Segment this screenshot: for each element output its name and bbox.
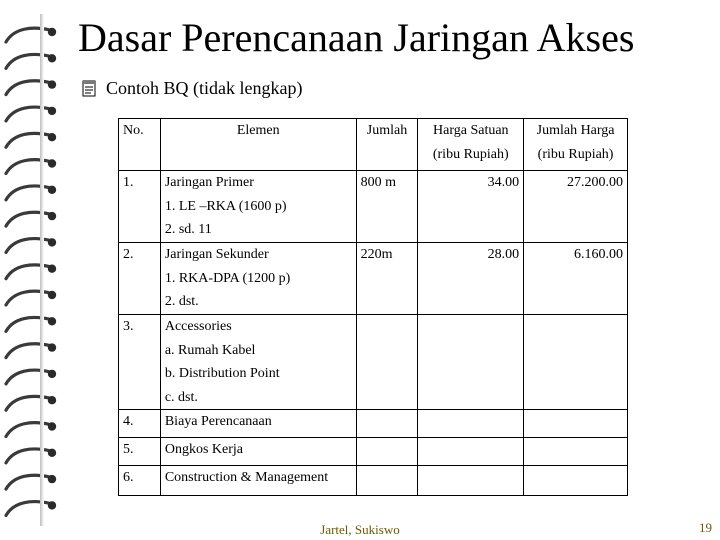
page-number: 19 bbox=[699, 520, 712, 535]
cell-elemen bbox=[160, 243, 356, 315]
cell-jumlah-harga: 27.200.00 bbox=[524, 171, 628, 243]
punch-hole bbox=[48, 317, 56, 325]
spiral-binding bbox=[0, 0, 60, 540]
elemen-line: 2. dst. bbox=[164, 294, 199, 309]
cell-no: 5. bbox=[119, 438, 161, 466]
punch-hole bbox=[48, 159, 56, 167]
cell-no: 3. bbox=[119, 315, 161, 410]
cell-no: 6. bbox=[119, 466, 161, 496]
cell-harga-satuan bbox=[418, 315, 524, 410]
notepad-icon bbox=[80, 79, 98, 97]
elemen-line: a. Rumah Kabel bbox=[164, 342, 256, 358]
punch-hole bbox=[48, 28, 56, 36]
cell-jumlah bbox=[356, 438, 418, 466]
slide-title: Dasar Perencanaan Jaringan Akses bbox=[78, 15, 635, 60]
header-jumlah-harga: Jumlah Harga (ribu Rupiah) bbox=[524, 119, 628, 171]
table-row bbox=[119, 466, 628, 496]
cell-harga-satuan bbox=[418, 466, 524, 496]
cell-elemen bbox=[160, 438, 356, 466]
page-edge-shadow bbox=[40, 14, 44, 526]
bullet-text: Contoh BQ (tidak lengkap) bbox=[106, 78, 303, 98]
punch-hole bbox=[48, 501, 56, 509]
elemen-line: Jaringan Primer bbox=[164, 175, 254, 190]
punch-hole bbox=[48, 107, 56, 115]
elemen-line: Accessories bbox=[164, 319, 232, 334]
elemen-line: b. Distribution Point bbox=[164, 366, 280, 381]
punch-hole bbox=[48, 133, 56, 141]
table-row bbox=[119, 171, 628, 243]
cell-elemen bbox=[160, 410, 356, 438]
punch-hole bbox=[48, 343, 56, 351]
elemen-line: 2. sd. 11 bbox=[164, 222, 212, 237]
punch-hole bbox=[48, 396, 56, 404]
elemen-line: Biaya Perencanaan bbox=[164, 414, 272, 429]
header-elemen: Elemen bbox=[160, 119, 356, 171]
table-row bbox=[119, 243, 628, 315]
header-no: No. bbox=[119, 119, 161, 171]
cell-harga-satuan bbox=[418, 438, 524, 466]
header-harga-satuan: Harga Satuan (ribu Rupiah) bbox=[418, 119, 524, 171]
cell-jumlah-harga bbox=[524, 466, 628, 496]
elemen-line: 1. LE –RKA (1600 p) bbox=[164, 198, 287, 214]
cell-harga-satuan bbox=[418, 410, 524, 438]
elemen-line: Ongkos Kerja bbox=[164, 442, 243, 457]
cell-no: 2. bbox=[119, 243, 161, 315]
punch-hole bbox=[48, 422, 56, 430]
punch-hole bbox=[48, 291, 56, 299]
cell-jumlah-harga bbox=[524, 410, 628, 438]
table-header-row bbox=[119, 119, 628, 171]
cell-jumlah-harga: 6.160.00 bbox=[524, 243, 628, 315]
cell-jumlah: 800 m bbox=[356, 171, 418, 243]
elemen-line: Construction & Management bbox=[164, 470, 329, 485]
punch-hole bbox=[48, 54, 56, 62]
cell-jumlah-harga bbox=[524, 315, 628, 410]
cell-elemen bbox=[160, 466, 356, 496]
punch-hole bbox=[48, 449, 56, 457]
footer-author: Jartel, Sukiswo bbox=[320, 522, 400, 537]
elemen-line: 1. RKA-DPA (1200 p) bbox=[164, 270, 291, 286]
cell-elemen bbox=[160, 171, 356, 243]
table-row bbox=[119, 410, 628, 438]
cell-elemen bbox=[160, 315, 356, 410]
punch-hole bbox=[48, 265, 56, 273]
header-jumlah: Jumlah bbox=[356, 119, 418, 171]
cell-jumlah bbox=[356, 315, 418, 410]
cell-no: 4. bbox=[119, 410, 161, 438]
punch-hole bbox=[48, 212, 56, 220]
cell-harga-satuan: 34.00 bbox=[418, 171, 524, 243]
punch-hole bbox=[48, 186, 56, 194]
table-row bbox=[119, 438, 628, 466]
cell-jumlah-harga bbox=[524, 438, 628, 466]
punch-hole bbox=[48, 475, 56, 483]
cell-harga-satuan: 28.00 bbox=[418, 243, 524, 315]
cell-no: 1. bbox=[119, 171, 161, 243]
table-row bbox=[119, 315, 628, 410]
cell-jumlah bbox=[356, 466, 418, 496]
elemen-line: c. dst. bbox=[164, 389, 198, 405]
cell-jumlah bbox=[356, 410, 418, 438]
cell-jumlah: 220m bbox=[356, 243, 418, 315]
punch-hole bbox=[48, 80, 56, 88]
bq-table bbox=[118, 118, 628, 496]
punch-hole bbox=[48, 238, 56, 246]
punch-hole bbox=[48, 370, 56, 378]
elemen-line: Jaringan Sekunder bbox=[164, 247, 269, 262]
